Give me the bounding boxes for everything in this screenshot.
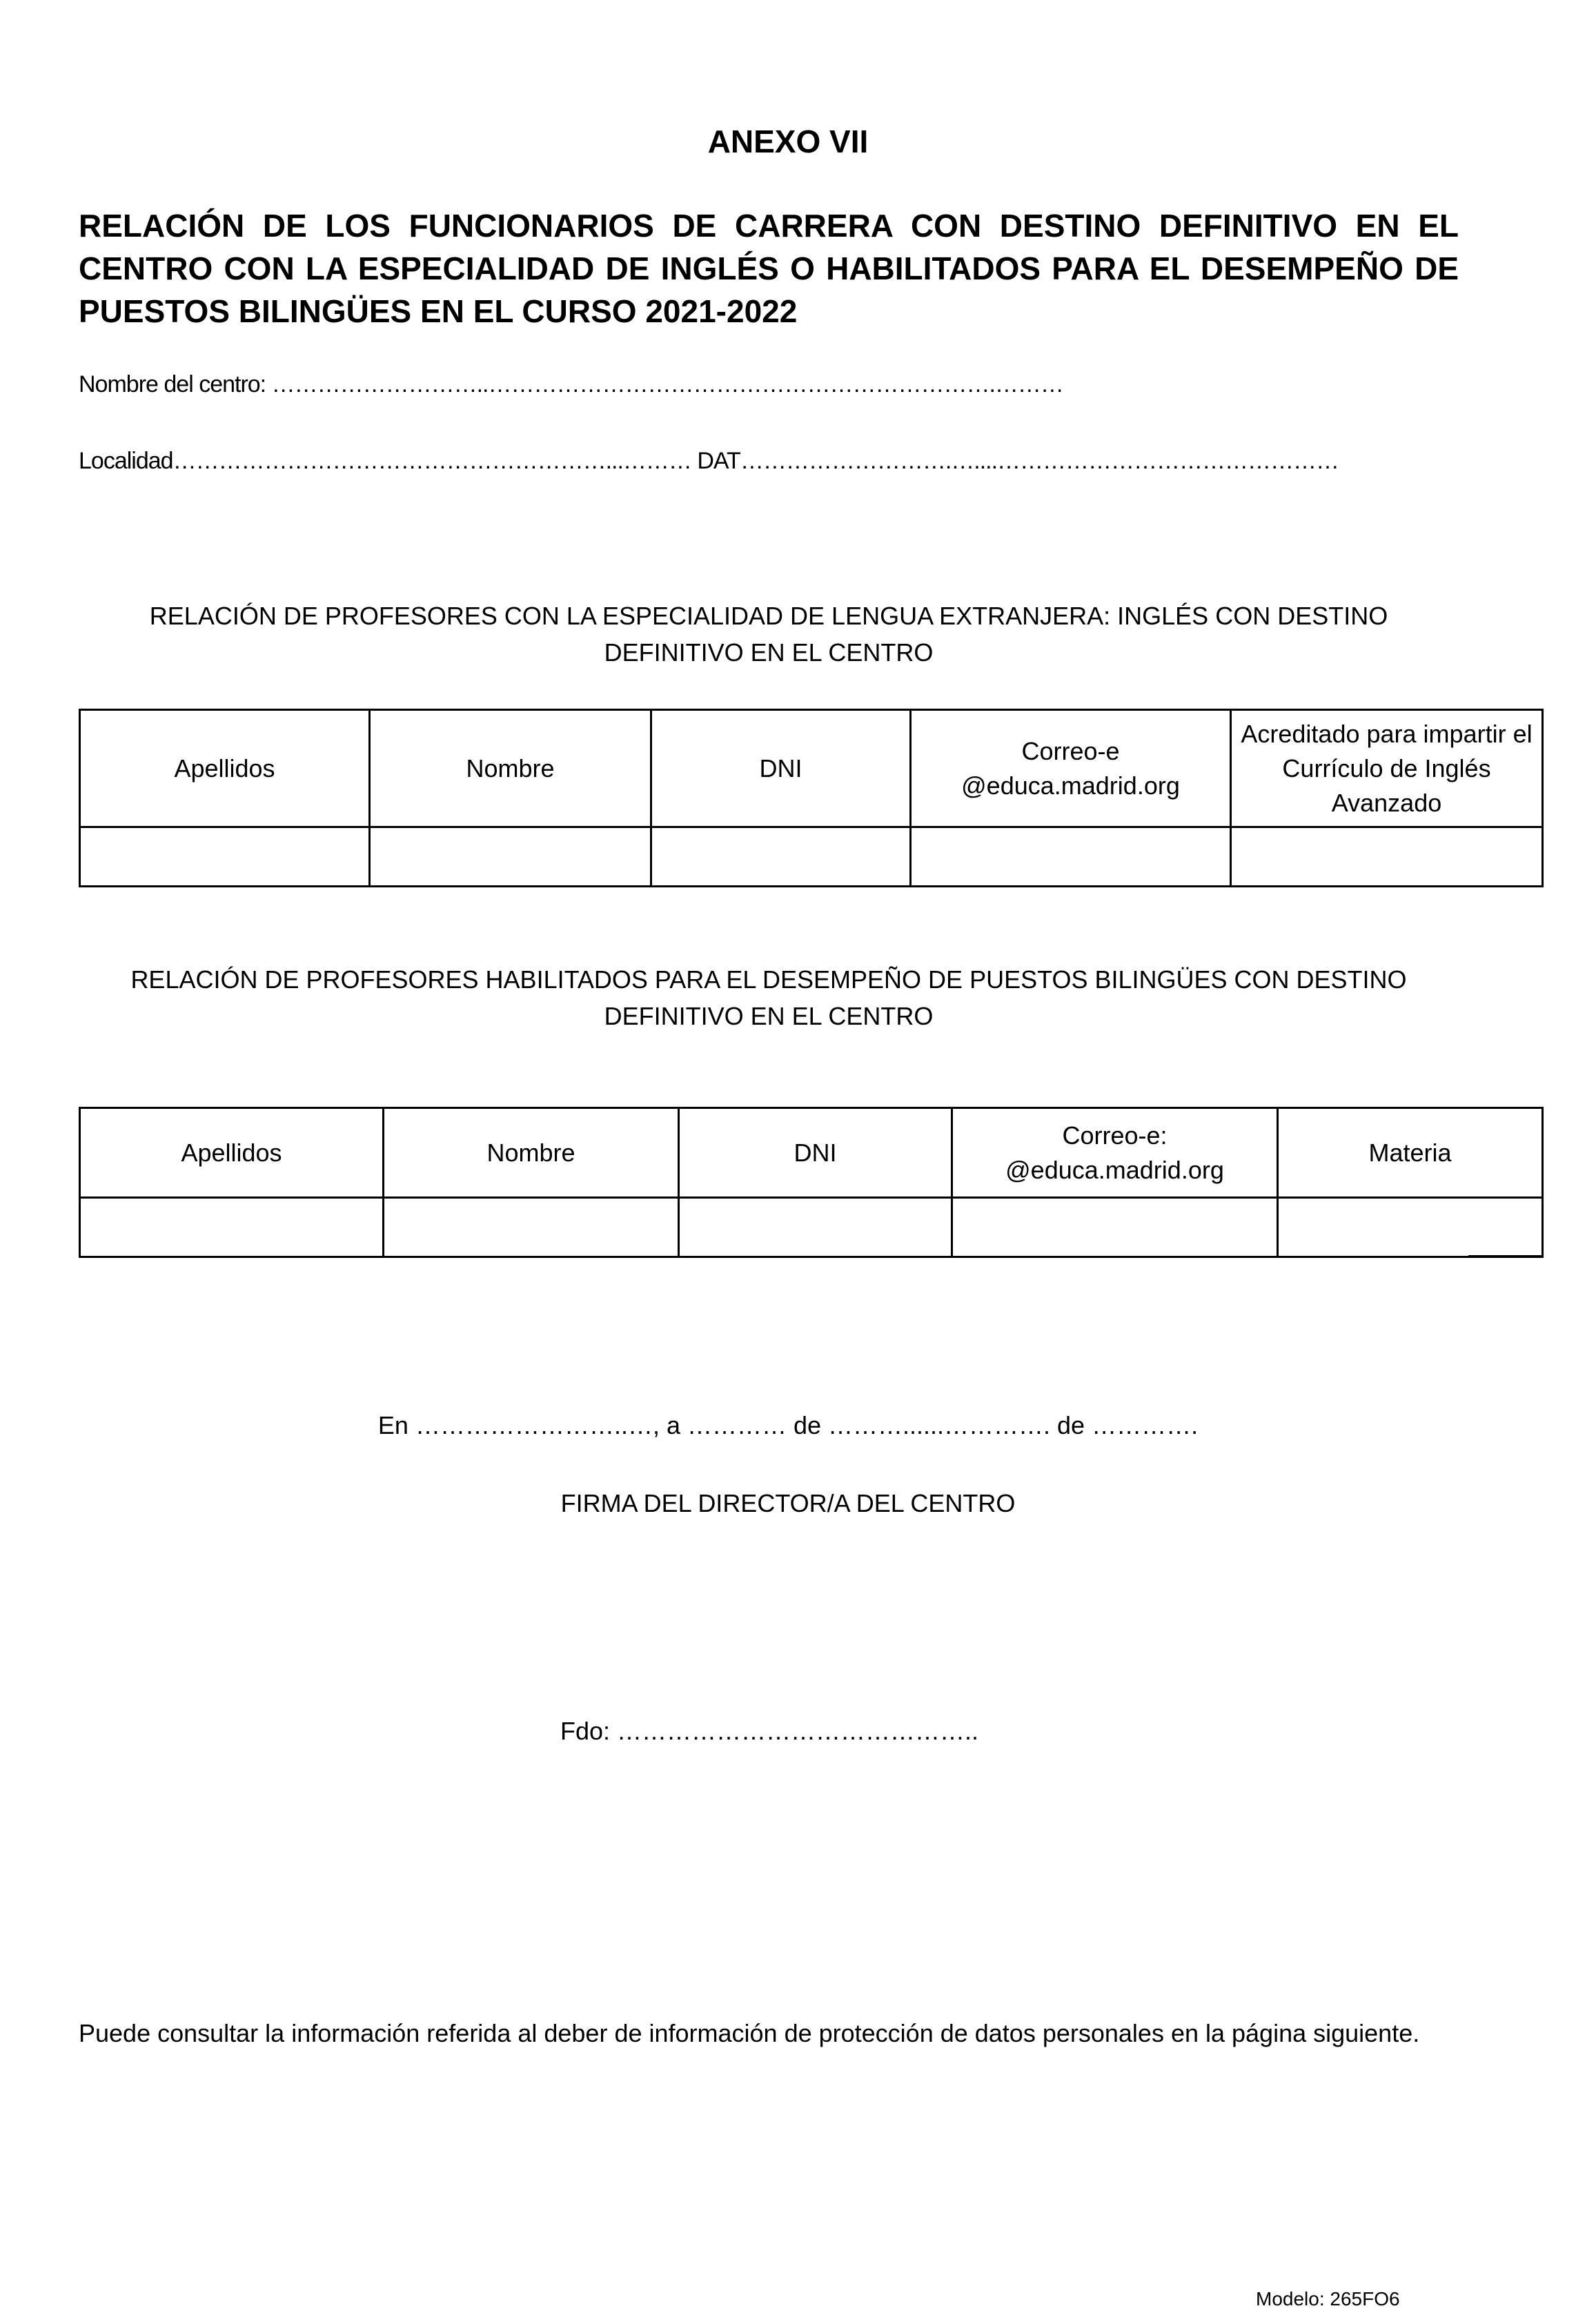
table-cell <box>651 827 911 887</box>
column-header-nombre: Nombre <box>370 710 651 827</box>
table-cell <box>679 1198 952 1257</box>
annex-title: ANEXO VII <box>707 124 869 159</box>
correo-domain: @educa.madrid.org <box>1005 1155 1224 1184</box>
column-header-correo <box>911 710 1231 827</box>
table-cell <box>952 1198 1278 1257</box>
bilingual-teachers-section-heading: RELACIÓN DE PROFESORES HABILITADOS PARA EL DESEMPEÑO DE PUESTOS BILINGÜES CON DESTINO DEFINITIVO EN EL CENTRO <box>130 965 1407 1030</box>
correo-label: Correo-e <box>1021 736 1120 765</box>
table-cell <box>80 827 370 887</box>
correo-domain: @educa.madrid.org <box>961 771 1180 800</box>
table-cell <box>1231 827 1543 887</box>
bilingual-teachers-table <box>79 1107 1544 1258</box>
english-teachers-table <box>79 709 1544 887</box>
data-protection-note: Puede consultar la información referida al deber de información de protección de datos personales en la página siguiente. <box>79 2019 1420 2047</box>
table-row <box>80 1198 1543 1257</box>
column-header-dni: DNI <box>679 1108 952 1198</box>
table-underline-mark <box>1468 1255 1543 1257</box>
column-header-acreditado: Acreditado para impartir el Currículo de Inglés Avanzado <box>1231 710 1543 827</box>
model-code: Modelo: 265FO6 <box>1256 2288 1400 2310</box>
table-row <box>80 827 1543 887</box>
signed-by-line: Fdo: …………………………………….. <box>560 1717 979 1745</box>
table-cell <box>370 827 651 887</box>
table-cell <box>1278 1198 1543 1257</box>
correo-label: Correo-e: <box>1062 1121 1168 1150</box>
school-name-field: Nombre del centro: ………………………..………………………………………………………….……… <box>79 371 1063 397</box>
column-header-correo <box>952 1108 1278 1198</box>
table-cell <box>911 827 1231 887</box>
document-title: RELACIÓN DE LOS FUNCIONARIOS DE CARRERA CON DESTINO DEFINITIVO EN EL CENTRO CON LA ESPECIALIDAD DE INGLÉS O HABILITADOS PARA EL DESEMPEÑO DE PUESTOS BILINGÜES EN EL CURSO 2021-2022 <box>79 208 1459 329</box>
column-header-dni: DNI <box>651 710 911 827</box>
column-header-materia: Materia <box>1278 1108 1543 1198</box>
table-cell <box>80 1198 384 1257</box>
table-header-row <box>80 1108 1543 1198</box>
table-underline-mark <box>1468 885 1543 887</box>
column-header-apellidos: Apellidos <box>80 1108 384 1198</box>
date-line: En ……………………..…, a ………… de ………......…………. de …………. <box>377 1411 1199 1439</box>
locality-dat-field: Localidad…………………………………………………...……… DAT……………………….…....……………………………………… <box>79 448 1339 474</box>
column-header-apellidos: Apellidos <box>80 710 370 827</box>
table-header-row <box>80 710 1543 827</box>
table-cell <box>384 1198 679 1257</box>
column-header-nombre: Nombre <box>384 1108 679 1198</box>
director-signature-label: FIRMA DEL DIRECTOR/A DEL CENTRO <box>560 1489 1016 1517</box>
english-teachers-section-heading: RELACIÓN DE PROFESORES CON LA ESPECIALIDAD DE LENGUA EXTRANJERA: INGLÉS CON DESTINO DEFINITIVO EN EL CENTRO <box>149 602 1388 667</box>
